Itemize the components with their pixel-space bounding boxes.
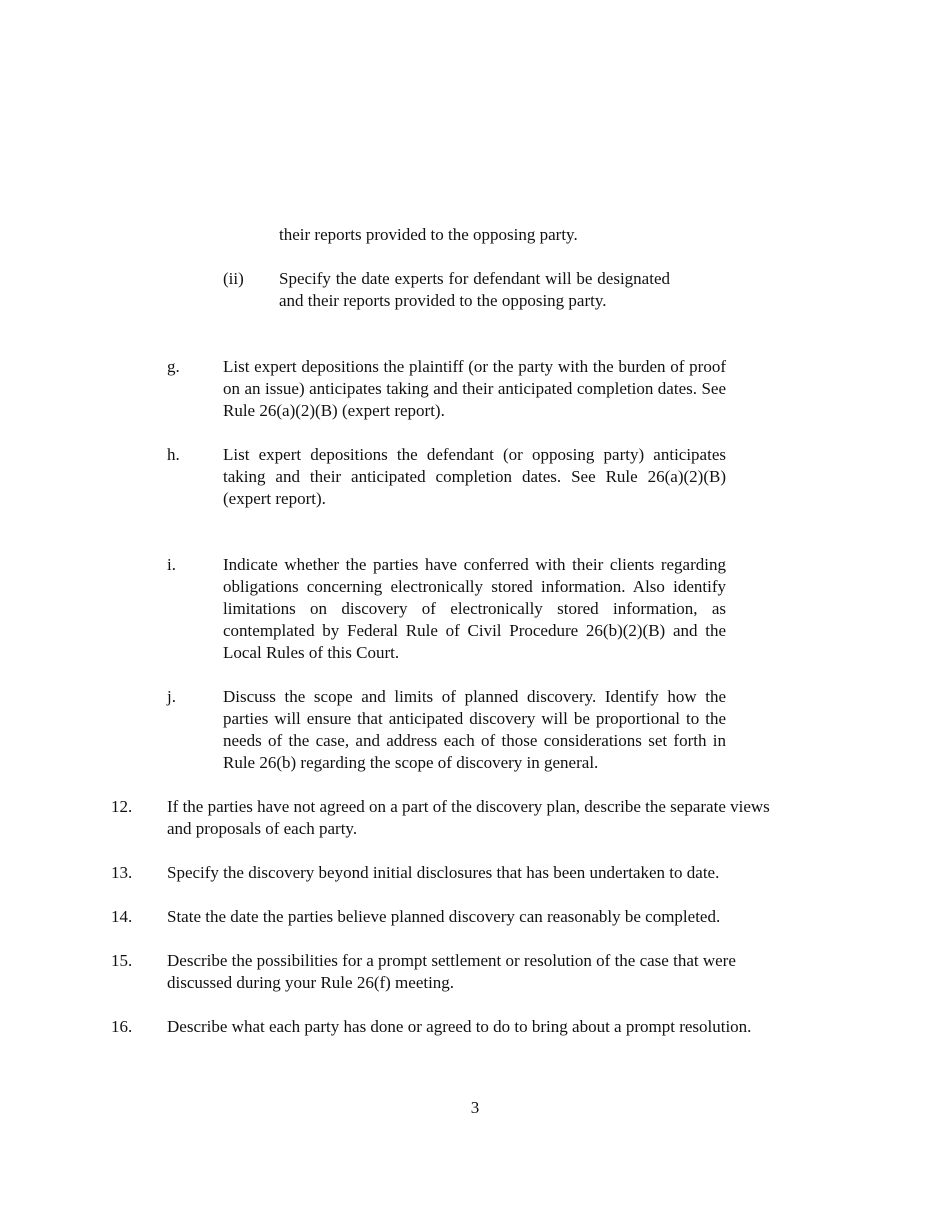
numbered-item-label: 12. (111, 797, 133, 816)
numbered-item-label: 13. (111, 863, 133, 882)
list-item-text: List expert depositions the defendant (or opposing party) anticipates taking and their anticipated completion dates. See Rule 26(a)(2)(B) (expert report). (223, 445, 726, 508)
list-item-text: List expert depositions the plaintiff (or the party with the burden of proof on an issue) anticipates taking and their anticipated completion dates. See Rule 26(a)(2)(B) (expert report). (223, 357, 726, 420)
numbered-item-text: State the date the parties believe planned discovery can reasonably be completed. (167, 907, 721, 926)
numbered-item-text: Describe what each party has done or agreed to do to bring about a prompt resolution. (167, 1017, 752, 1036)
sub-item-text: Specify the date experts for defendant will be designated and their reports provided to the opposing party. (279, 269, 670, 310)
numbered-item-text: Describe the possibilities for a prompt settlement or resolution of the case that were discussed during your Rule 26(f) meeting. (167, 951, 736, 992)
continued-text: their reports provided to the opposing party. (279, 225, 578, 244)
numbered-item-text: Specify the discovery beyond initial disclosures that has been undertaken to date. (167, 863, 720, 882)
list-item-label: g. (167, 357, 180, 376)
list-item-text: Indicate whether the parties have conferred with their clients regarding obligations concerning electronically stored information. Also identify limitations on discovery of electronically stored information, as contemplated by Federal Rule of Civil Procedure 26(b)(2)(B) and the Local Rules of this Court. (223, 555, 726, 662)
numbered-item-text: If the parties have not agreed on a part of the discovery plan, describe the separate views and proposals of each party. (167, 797, 770, 838)
list-item-label: i. (167, 555, 176, 574)
numbered-item-label: 15. (111, 951, 133, 970)
numbered-item-label: 14. (111, 907, 133, 926)
continued-paragraph (279, 224, 699, 246)
page-number: 3 (470, 1098, 480, 1117)
list-item-label: h. (167, 445, 180, 464)
list-item-label: j. (167, 687, 176, 706)
list-item-text: Discuss the scope and limits of planned discovery. Identify how the parties will ensure that anticipated discovery will be proportional to the needs of the case, and address each of those considerations set forth in Rule 26(b) regarding the scope of discovery in general. (223, 687, 726, 772)
numbered-item-label: 16. (111, 1017, 133, 1036)
sub-item-label: (ii) (223, 269, 244, 288)
